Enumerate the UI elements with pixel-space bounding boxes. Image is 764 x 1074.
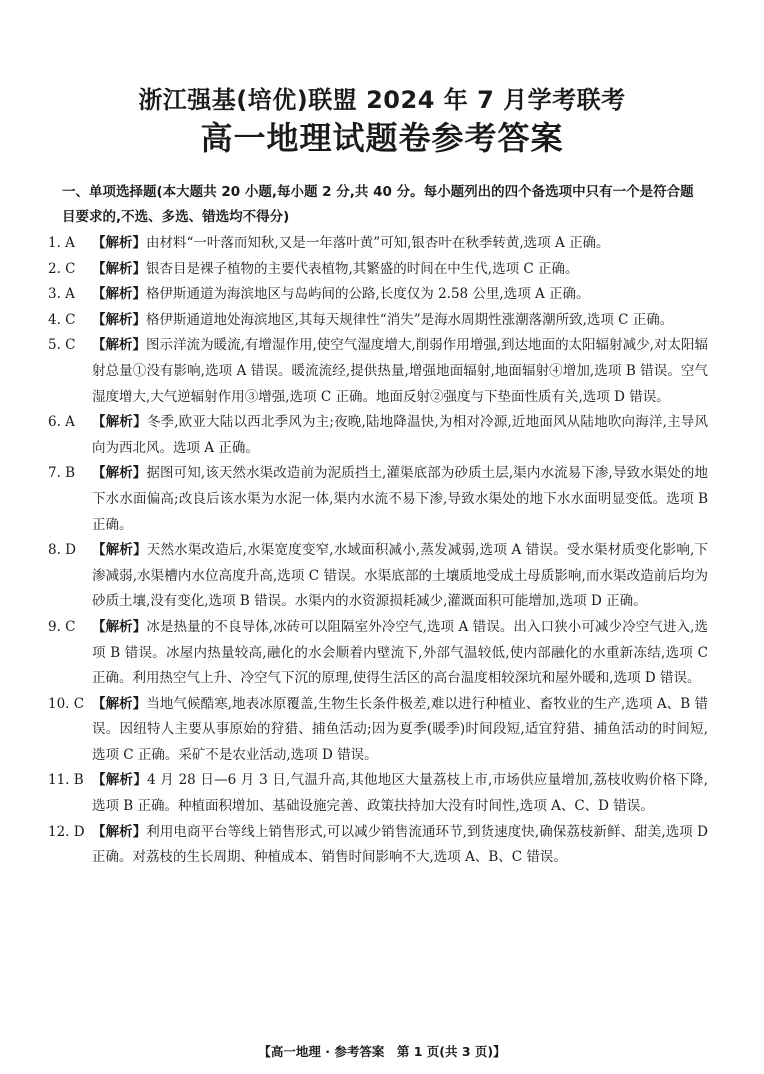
answer-explanation [92,257,708,283]
answer-list [48,231,708,871]
explanation-text: 当地气候酷寒,地表冰原覆盖,生物生长条件极差,难以进行种植业、畜牧业的生产,选项 A、B 错误。因纽特人主要从事原始的狩猎、捕鱼活动;因为夏季(暖季)时间段短,适宜狩猎、捕鱼活动的时间短,选项 C 正确。采矿不是农业活动,选项 D 错误。 [92,695,709,763]
answer-item [48,692,708,769]
answer-item [48,461,708,538]
answer-item [48,768,708,819]
answer-item [48,257,708,283]
answer-number: 9. C [48,618,76,635]
explanation-text: 冰是热量的不良导体,冰砖可以阻隔室外冷空气,选项 A 错误。出入口狭小可减少冷空气进入,选项 B 错误。冰屋内热量较高,融化的水会顺着内壁流下,外部气温较低,使内部融化的水重新冻结,选项 C 正确。利用热空气上升、冷空气下沉的原理,使得生活区的高台温度相较深坑和屋外暖和,选项 D 错误。 [92,618,708,687]
answer-number: 7. B [48,465,76,482]
section-heading: 一、单项选择题(本大题共 20 小题,每小题 2 分,共 40 分。每小题列出的四个备选项中只有一个是符合题目要求的,不选、多选、错选均不得分) [62,184,694,225]
answer-item [48,538,708,615]
answer-number: 11. B [48,772,84,789]
answer-item [48,231,708,257]
answer-item [48,282,708,308]
answer-item [48,333,708,410]
explanation-text: 利用电商平台等线上销售形式,可以减少销售流通环节,到货速度快,确保荔枝新鲜、甜美,选项 D 正确。对荔枝的生长周期、种植成本、销售时间影响不大,选项 A、B、C 错误。 [92,823,709,866]
answer-explanation [92,231,708,257]
explanation-text: 据图可知,该天然水渠改造前为泥质挡土,灌渠底部为砂质土层,渠内水流易下渗,导致水渠处的地下水水面偏高;改良后该水渠为水泥一体,渠内水流不易下渗,导致水渠处的地下水水面明显变低。选项 B 正确。 [92,465,709,533]
analysis-tag: 【解析】 [92,618,147,635]
answer-explanation [92,282,708,308]
explanation-text: 由材料“一叶落而知秋,又是一年落叶黄”可知,银杏叶在秋季转黄,选项 A 正确。 [146,235,610,251]
explanation-text: 天然水渠改造后,水渠宽度变窄,水域面积减小,蒸发减弱,选项 A 错误。受水渠材质变化影响,下渗减弱,水渠槽内水位高度升高,选项 C 错误。水渠底部的土壤质地受成土母质影响,而水渠改造前后均为砂质土壤,没有变化,选项 B 错误。水渠内的水资源损耗减少,灌溉面积可能增加,选项 D 正确。 [92,542,709,610]
explanation-text: 图示洋流为暖流,有增湿作用,使空气湿度增大,削弱作用增强,到达地面的太阳辐射减少,对太阳辐射总量①没有影响,选项 A 错误。暖流流经,提供热量,增强地面辐射,地面辐射④增加,选项 B 错误。空气湿度增大,大气逆辐射作用③增强,选项 C 正确。地面反射②强度与下垫面性质有关,选项 D 错误。 [92,337,708,405]
answer-explanation [92,538,708,615]
analysis-tag: 【解析】 [92,772,148,789]
analysis-tag: 【解析】 [92,260,146,277]
answer-explanation [92,768,708,819]
answer-explanation [92,615,708,692]
answer-number: 2. C [48,260,76,277]
explanation-text: 银杏目是裸子植物的主要代表植物,其繁盛的时间在中生代,选项 C 正确。 [146,260,579,277]
answer-item [48,820,708,871]
analysis-tag: 【解析】 [92,695,147,712]
analysis-tag: 【解析】 [92,542,147,559]
answer-explanation [92,333,708,410]
answer-item [48,410,708,461]
analysis-tag: 【解析】 [92,414,147,431]
answer-number: 8. D [48,542,76,559]
answer-number: 6. A [48,414,75,431]
explanation-text: 格伊斯通道地处海滨地区,其每天规律性“消失”是海水周期性涨潮落潮所致,选项 C 正确。 [146,311,674,328]
analysis-tag: 【解析】 [92,465,147,482]
answer-number: 12. D [48,823,85,840]
explanation-text: 冬季,欧亚大陆以西北季风为主;夜晚,陆地降温快,为相对冷源,近地面风从陆地吹向海洋,主导风向为西北风。选项 A 正确。 [92,414,708,456]
page-footer: 【高一地理 · 参考答案 第 1 页(共 3 页)】 [258,1044,506,1059]
answer-explanation [92,820,708,871]
answer-explanation [92,410,708,461]
answer-number: 1. A [48,235,75,251]
answer-explanation [92,692,708,769]
document-title: 高一地理试题卷参考答案 [200,119,564,157]
analysis-tag: 【解析】 [92,337,147,354]
answer-item [48,615,708,692]
answer-number: 4. C [48,311,76,328]
analysis-tag: 【解析】 [92,311,146,328]
exam-title: 浙江强基(培优)联盟 2024 年 7 月学考联考 [138,86,626,114]
answer-number: 10. C [48,695,85,712]
explanation-text: 格伊斯通道为海滨地区与岛屿间的公路,长度仅为 2.58 公里,选项 A 正确。 [146,286,590,303]
answer-number: 5. C [48,337,76,354]
answer-item [48,308,708,334]
explanation-text: 4 月 28 日—6 月 3 日,气温升高,其他地区大量荔枝上市,市场供应量增加,荔枝收购价格下降,选项 B 正确。种植面积增加、基础设施完善、政策扶持加大没有时间性,选项 A、C、D 错误。 [92,772,708,815]
analysis-tag: 【解析】 [92,823,147,840]
answer-number: 3. A [48,286,75,303]
answer-explanation [92,461,708,538]
answer-explanation [92,308,708,334]
analysis-tag: 【解析】 [92,235,146,251]
analysis-tag: 【解析】 [92,286,146,303]
